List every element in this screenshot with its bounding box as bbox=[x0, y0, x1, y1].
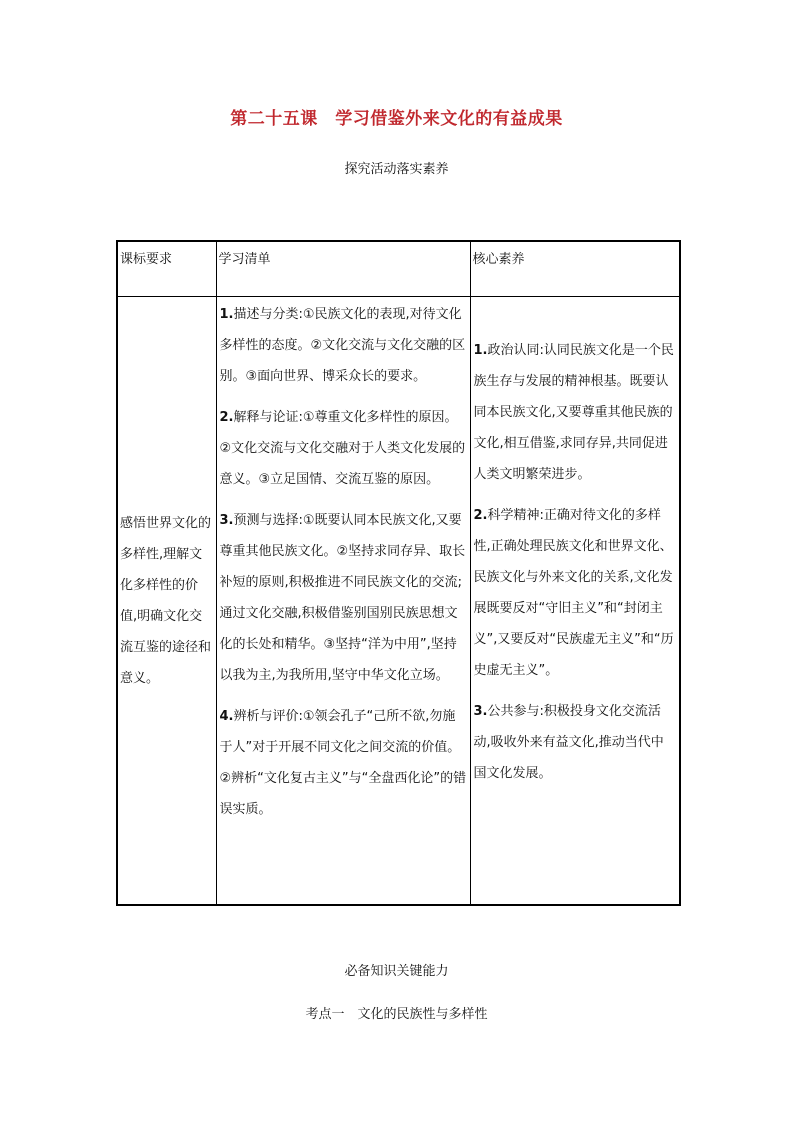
header-cell-requirement: 课标要求 bbox=[117, 241, 216, 297]
list-item bbox=[220, 505, 467, 691]
core-item-text: 公共参与:积极投身文化交流活动,吸收外来有益文化,推动当代中国文化发展。 bbox=[473, 704, 664, 781]
core-item-text: 政治认同:认同民族文化是一个民族生存与发展的精神根基。既要认同本民族文化,又要尊重其他民族的文化,相互借鉴,求同存异,共同促进人类文明繁荣进步。 bbox=[473, 343, 674, 482]
core-literacy-cell bbox=[470, 297, 680, 906]
page-subtitle: 探究活动落实素养 bbox=[344, 162, 449, 177]
list-item bbox=[220, 299, 467, 392]
list-item bbox=[220, 402, 467, 495]
requirement-text: 感悟世界文化的多样性,理解文化多样性的价值,明确文化交流互鉴的途径和意义。 bbox=[120, 515, 212, 686]
curriculum-table bbox=[116, 240, 681, 906]
topic-heading: 考点一 文化的民族性与多样性 bbox=[305, 1007, 488, 1022]
list-item-text: 预测与选择:①既要认同本民族文化,又要尊重其他民族文化。②坚持求同存异、取长补短的原则,积极推进不同民族文化的交流;通过文化交融,积极借鉴别国别民族思想文化的长处和精华。③坚持“洋为中用”,坚持以我为主,为我所用,坚守中华文化立场。 bbox=[219, 513, 466, 683]
list-item-text: 辨析与评价:①领会孔子“己所不欲,勿施于人”对于开展不同文化之间交流的价值。②辨析“文化复古主义”与“全盘西化论”的错误实质。 bbox=[219, 709, 467, 817]
list-item bbox=[220, 701, 467, 825]
core-item-number: 1. bbox=[473, 343, 488, 358]
table-header-row bbox=[117, 241, 680, 297]
core-item-number: 3. bbox=[473, 704, 488, 719]
list-item-number: 2. bbox=[219, 410, 234, 425]
table-body-row bbox=[117, 297, 680, 906]
requirement-cell bbox=[117, 297, 216, 906]
list-item-text: 解释与论证:①尊重文化多样性的原因。②文化交流与文化交融对于人类文化发展的意义。③立足国情、交流互鉴的原因。 bbox=[219, 410, 466, 487]
header-cell-list: 学习清单 bbox=[216, 241, 470, 297]
core-item-number: 2. bbox=[473, 508, 488, 523]
core-item bbox=[474, 500, 677, 686]
header-cell-core: 核心素养 bbox=[470, 241, 680, 297]
list-item-number: 1. bbox=[219, 307, 234, 322]
list-item-text: 描述与分类:①民族文化的表现,对待文化多样性的态度。②文化交流与文化交融的区别。③面向世界、博采众长的要求。 bbox=[219, 307, 466, 384]
page-title: 第二十五课 学习借鉴外来文化的有益成果 bbox=[230, 109, 563, 129]
section-heading: 必备知识关键能力 bbox=[344, 964, 449, 979]
list-item-number: 3. bbox=[219, 513, 234, 528]
core-item bbox=[474, 696, 677, 789]
core-item-text: 科学精神:正确对待文化的多样性,正确处理民族文化和世界文化、民族文化与外来文化的关系,文化发展既要反对“守旧主义”和“封闭主义”,又要反对“民族虚无主义”和“历史虚无主义”。 bbox=[473, 508, 674, 678]
study-list-cell bbox=[216, 297, 470, 906]
list-item-number: 4. bbox=[219, 709, 234, 724]
core-item bbox=[474, 335, 677, 490]
